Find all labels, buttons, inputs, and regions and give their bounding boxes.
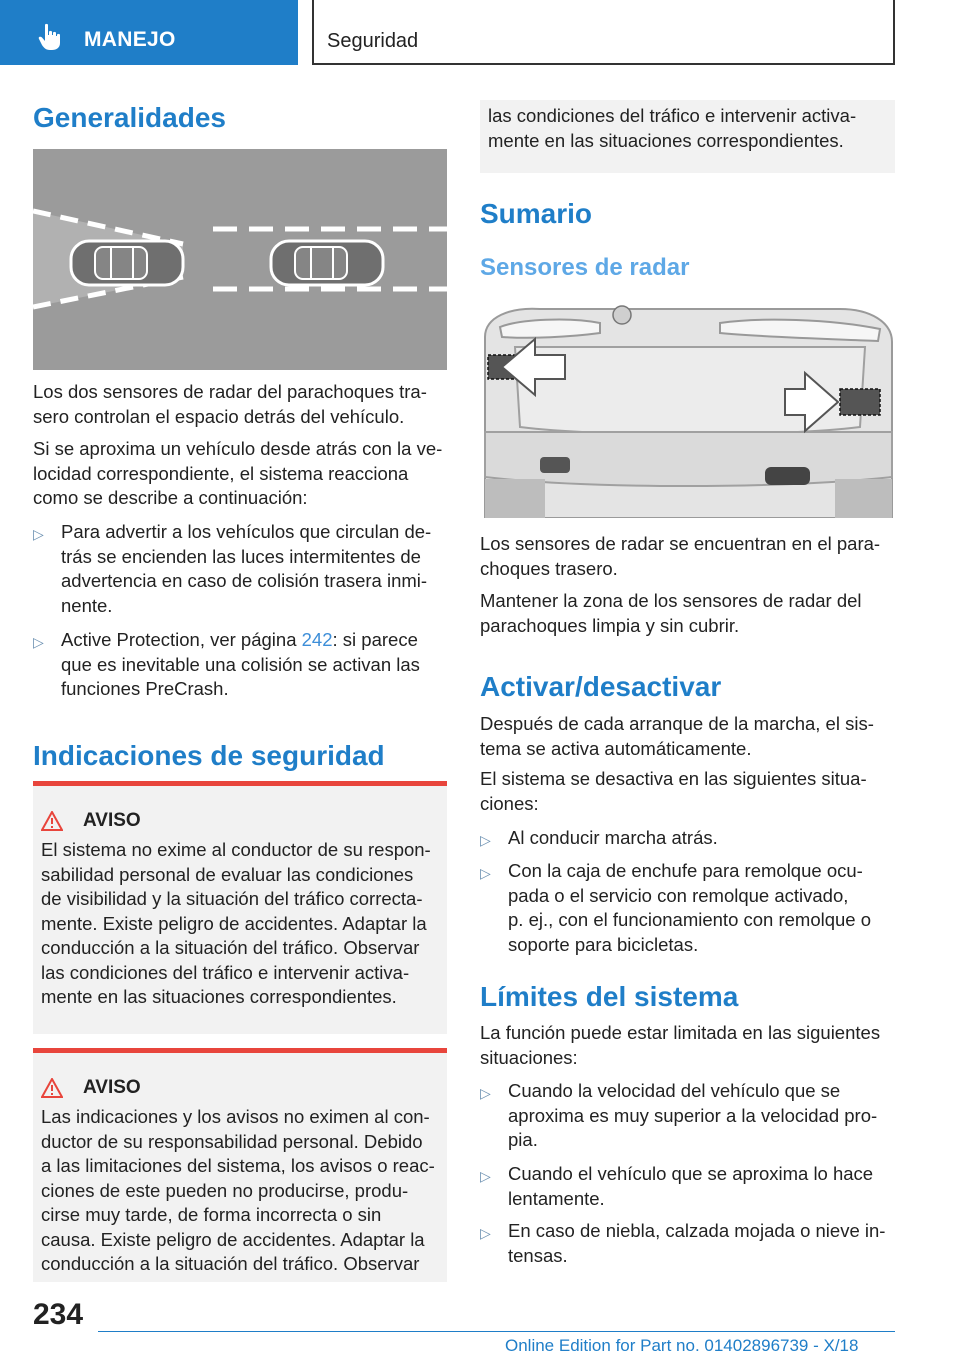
heading-sumario: Sumario [480,198,593,229]
list-item: ▷ Con la caja de enchufe para remolque ocu- pada o el servicio con remolque activado, p. ej., con el funcionamiento con remolque o soporte para bicicletas. [480,859,895,957]
warning-triangle-icon [41,1078,63,1098]
header-chapter-box [312,0,895,65]
activar-paragraph-1: Después de cada arranque de la marcha, el sis- tema se activa automáticamente. [480,713,874,759]
list-item: ▷ Para advertir a los vehículos que circulan de- trás se encienden las luces intermitentes de advertencia en caso de colisión trasera inmi- nente. [33,520,447,618]
heading-limites-sistema: Límites del sistema [480,981,739,1012]
page-link-242[interactable]: 242 [301,629,333,650]
list-item: ▷ Cuando el vehículo que se aproxima lo hace lentamente. [480,1162,895,1211]
list-item: ▷ En caso de niebla, calzada mojada o nieve in- tensas. [480,1219,895,1268]
sensores-paragraph-2: Mantener la zona de los sensores de radar del parachoques limpia y sin cubrir. [480,590,862,636]
heading-activar-desactivar: Activar/desactivar [480,671,722,702]
heading-indicaciones-seguridad: Indicaciones de seguridad [33,740,385,771]
limites-paragraph: La función puede estar limitada en las siguientes situaciones: [480,1022,881,1068]
warning-title: AVISO [83,810,141,831]
bullet-triangle-icon: ▷ [480,865,491,881]
hand-pointer-icon [36,22,66,52]
bullet-triangle-icon: ▷ [480,1225,491,1241]
bullet-triangle-icon: ▷ [480,832,491,848]
car-rear-icon [71,241,183,285]
heading-generalidades: Generalidades [33,102,226,133]
rear-bumper-sensors-illustration [480,297,895,518]
warning-triangle-icon [41,811,63,831]
intro-paragraph-1: Los dos sensores de radar del parachoques tra- sero controlan el espacio detrás del vehículo. [33,381,427,427]
bullet-triangle-icon: ▷ [480,1085,491,1101]
car-front-icon [271,241,383,285]
heading-sensores-radar: Sensores de radar [480,254,690,281]
bullet-triangle-icon: ▷ [480,1168,491,1184]
header-chapter-label: Seguridad [327,30,419,52]
radar-coverage-illustration [33,149,447,370]
warning-box: AVISO El sistema no exime al conductor de su respon- sabilidad personal de evaluar las condiciones de visibilidad y la situación del tráfico correcta- mente. Existe peligro de accidentes. Adaptar la conducción a la situación del tráfico. Observar las condiciones del tráfico e intervenir activa- mente en las situaciones correspondientes. [33,781,447,1034]
bullet-triangle-icon: ▷ [33,526,44,542]
warning-box-continued: las condiciones del tráfico e intervenir activa- mente en las situaciones correspondientes. [480,100,895,173]
intro-paragraph-2: Si se aproxima un vehículo desde atrás con la ve- locidad correspondiente, el sistema reacciona como se describe a continuación: [33,438,443,508]
list-item: ▷ Active Protection, ver página 242: si parece que es inevitable una colisión se activan las funciones PreCrash. [33,628,447,702]
header-section-tab [0,0,298,65]
warning-box: AVISO Las indicaciones y los avisos no eximen al con- ductor de su responsabilidad personal. Debido a las limitaciones del sistema, los avisos o reac- ciones de este pueden no producirse, produ- cirse muy tarde, de forma incorrecta o sin causa. Existe peligro de accidentes. Adaptar la conducción a la situación del tráfico. Observar [33,1048,447,1282]
header-section-label: MANEJO [84,28,176,51]
page-number: 234 [33,1298,84,1331]
bullet-triangle-icon: ▷ [33,634,44,650]
warning-title: AVISO [83,1077,141,1098]
activar-paragraph-2: El sistema se desactiva en las siguientes situa- ciones: [480,768,867,814]
footer-edition: Online Edition for Part no. 01402896739 - X/18 [505,1336,859,1355]
list-item: ▷ Cuando la velocidad del vehículo que se aproxima es muy superior a la velocidad pro- pia. [480,1079,895,1153]
list-item: ▷ Al conducir marcha atrás. [480,826,895,853]
footer-rule [98,1331,895,1332]
sensores-paragraph-1: Los sensores de radar se encuentran en el para- choques trasero. [480,533,881,579]
